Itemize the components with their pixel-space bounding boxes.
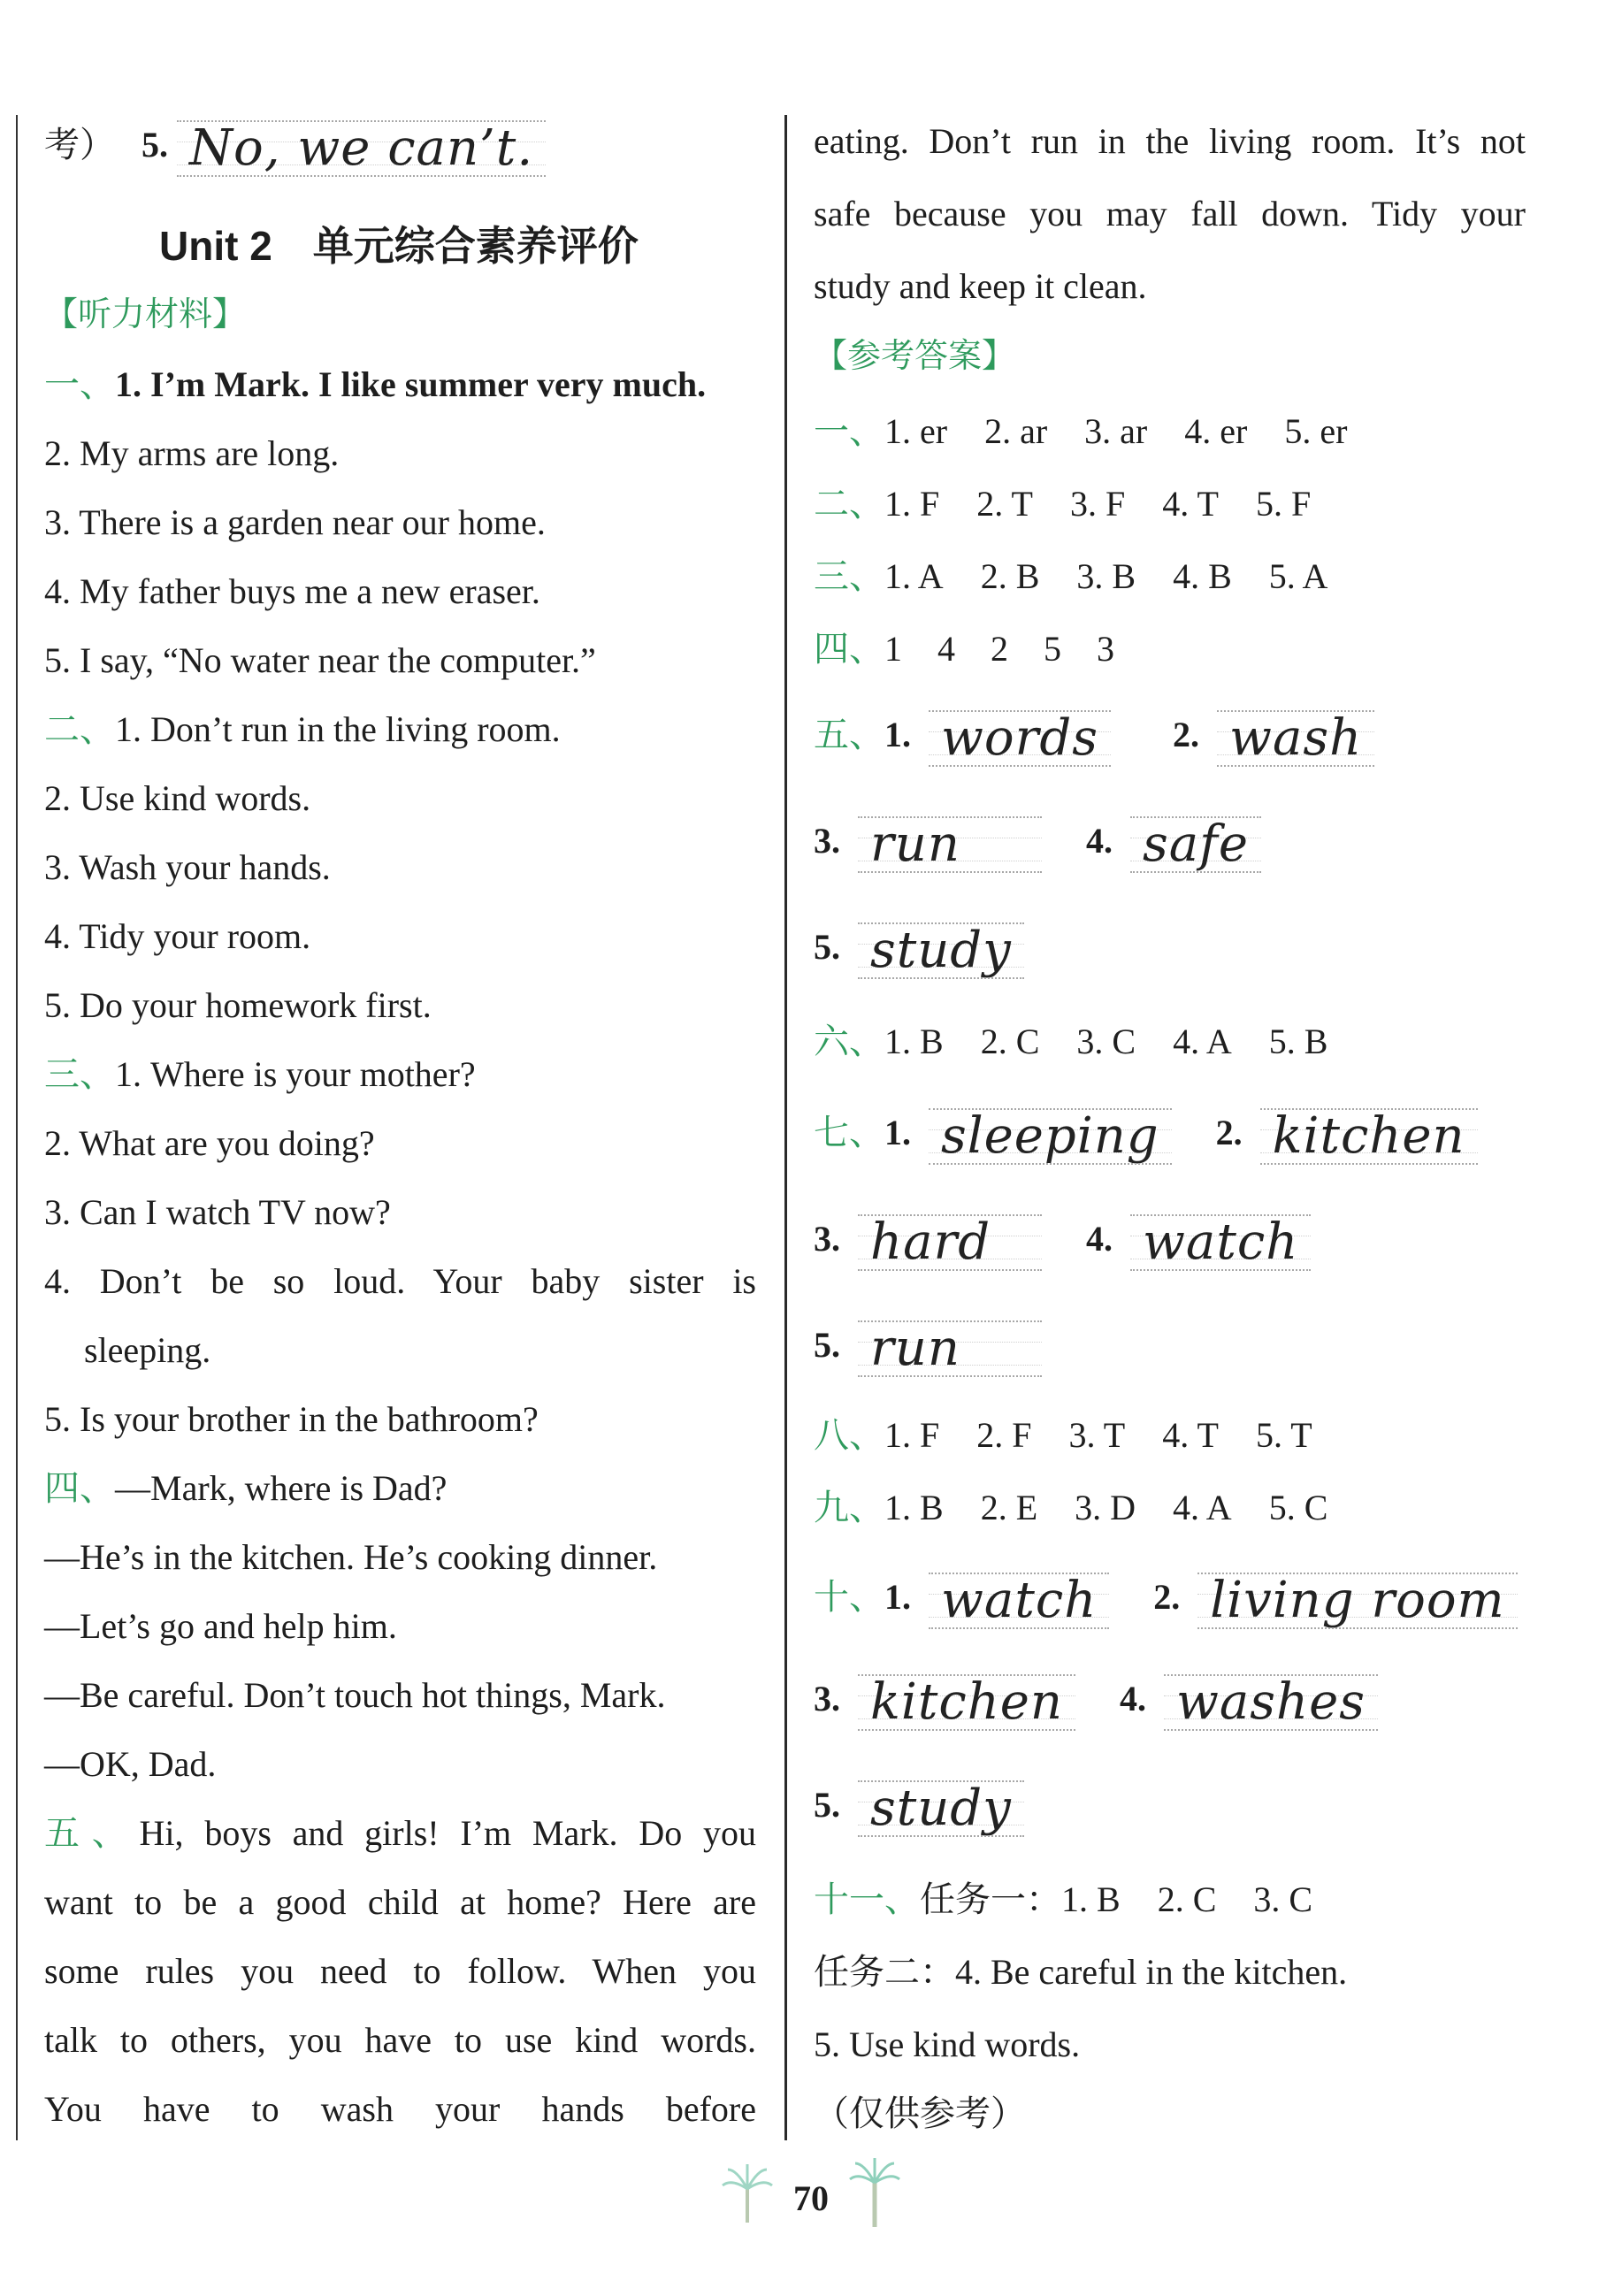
answer-row-9: 九、1. B 2. E 3. D 4. A 5. C — [814, 1488, 1328, 1527]
answer-row-7-c: 5. run — [814, 1313, 1042, 1384]
answer-row-1: 一、1. er 2. ar 3. ar 4. er 5. er — [814, 411, 1348, 451]
answer-row-11-task2-b: 5. Use kind words. — [814, 2024, 1081, 2064]
cont-line-2: safe because you may fall down. Tidy your — [814, 194, 1526, 233]
answer-row-7-a: 七、1. sleeping 2. kitchen — [814, 1101, 1478, 1172]
listening-header: 【听力材料】 — [44, 295, 247, 333]
listen-s4-line-1: 四、—Mark, where is Dad? — [44, 1468, 448, 1508]
answer-row-3: 三、1. A 2. B 3. B 4. B 5. A — [814, 556, 1328, 596]
answer-row-10-b: 3. kitchen 4. washes — [814, 1667, 1378, 1738]
listen-s1-item-5: 5. I say, “No water near the computer.” — [44, 640, 596, 680]
listen-s4-line-2: —He’s in the kitchen. He’s cooking dinner. — [44, 1537, 658, 1577]
listen-s5-line-5: You have to wash your hands before — [44, 2089, 756, 2129]
answer-row-11-task1: 十一、任务一：1. B 2. C 3. C — [814, 1879, 1313, 1919]
answer-header: 【参考答案】 — [814, 336, 1016, 375]
answer-row-10-c: 5. study — [814, 1773, 1024, 1844]
listen-s1-item-2: 2. My arms are long. — [44, 433, 340, 473]
answer-row-10-a: 十、1. watch 2. living room — [814, 1565, 1518, 1636]
left-margin-rule — [16, 115, 18, 2140]
listen-s3-item-5: 5. Is your brother in the bathroom? — [44, 1399, 539, 1439]
listen-s1-item-3: 3. There is a garden near our home. — [44, 502, 546, 542]
listen-s1-item-1: 一、1. I’m Mark. I like summer very much. — [44, 364, 707, 404]
answer-row-5-c: 5. study — [814, 915, 1024, 986]
answer-row-5-b: 3. run 4. safe — [814, 809, 1261, 880]
listen-s1-item-4: 4. My father buys me a new eraser. — [44, 571, 540, 611]
listen-s3-item-4: 4. Don’t be so loud. Your baby sister is — [44, 1261, 756, 1301]
answer-row-5-a: 五、1. words 2. wash — [814, 703, 1374, 774]
listen-s5-line-1: 五、Hi, boys and girls! I’m Mark. Do you — [44, 1813, 756, 1853]
listen-s2-item-1: 二、1. Don’t run in the living room. — [44, 709, 561, 749]
listen-s4-line-4: —Be careful. Don’t touch hot things, Mark. — [44, 1675, 666, 1715]
cont-line-3: study and keep it clean. — [814, 266, 1147, 306]
listen-s3-item-4-cont: sleeping. — [84, 1330, 211, 1370]
palm-tree-icon-right — [848, 2158, 901, 2238]
handwriting-box: No, we can’t. — [177, 113, 546, 184]
listen-s2-item-3: 3. Wash your hands. — [44, 847, 331, 887]
listen-s5-line-3: some rules you need to follow. When you — [44, 1951, 756, 1991]
answer-row-6: 六、1. B 2. C 3. C 4. A 5. B — [814, 1022, 1328, 1061]
listen-s3-item-3: 3. Can I watch TV now? — [44, 1192, 391, 1232]
listen-s5-line-2: want to be a good child at home? Here are — [44, 1882, 756, 1922]
listen-s2-item-2: 2. Use kind words. — [44, 778, 311, 818]
listen-s4-line-3: —Let’s go and help him. — [44, 1606, 397, 1646]
answer-row-11-task2: 任务二：4. Be careful in the kitchen. — [814, 1952, 1348, 1992]
listen-s2-item-5: 5. Do your homework first. — [44, 985, 432, 1025]
page-footer — [0, 2158, 1622, 2238]
column-divider — [784, 115, 787, 2140]
listen-s4-line-5: —OK, Dad. — [44, 1744, 217, 1784]
answer-row-4: 四、1 4 2 5 3 — [814, 629, 1114, 669]
unit-title: Unit 2 单元综合素养评价 — [159, 223, 639, 269]
listen-s3-item-1: 三、1. Where is your mother? — [44, 1054, 476, 1094]
listen-s5-line-4: talk to others, you have to use kind words. — [44, 2020, 756, 2060]
answer-row-2: 二、1. F 2. T 3. F 4. T 5. F — [814, 484, 1312, 524]
answer-row-8: 八、1. F 2. F 3. T 4. T 5. T — [814, 1415, 1312, 1455]
page-number: 70 — [793, 2177, 829, 2218]
cont-line-1: eating. Don’t run in the living room. It’s not — [814, 121, 1526, 161]
answer-row-7-b: 3. hard 4. watch — [814, 1207, 1311, 1278]
palm-tree-icon-left — [721, 2162, 774, 2233]
listen-s3-item-2: 2. What are you doing? — [44, 1123, 375, 1163]
reference-note: （仅供参考） — [814, 2093, 1026, 2133]
top-answer-line: 考） 5. No, we can’t. — [44, 113, 546, 184]
listen-s2-item-4: 4. Tidy your room. — [44, 916, 311, 956]
